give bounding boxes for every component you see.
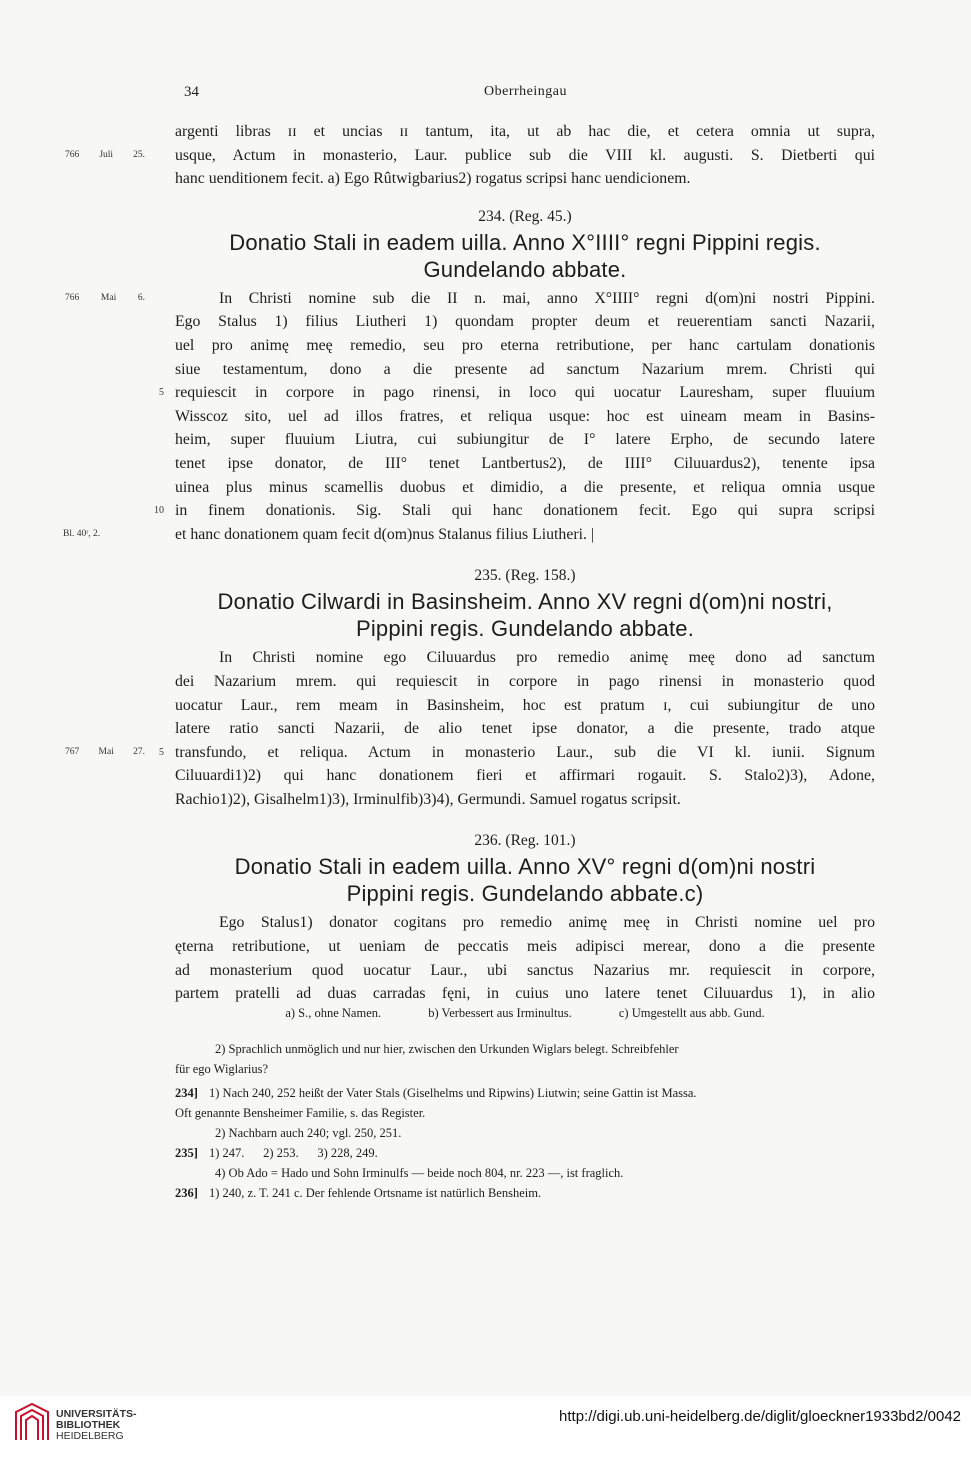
text-line: uel pro animę meę remedio, seu pro eterna retributione, per hanc cartulam donationis — [175, 336, 875, 354]
permalink-url[interactable]: http://digi.ub.uni-heidelberg.de/diglit/gloeckner1933bd2/0042 — [559, 1408, 961, 1425]
line-number: 10 — [154, 505, 164, 517]
document-title: Gundelando abbate. — [423, 256, 627, 282]
line-text: transfundo, et reliqua. Actum in monasterio Laur., sub die VI kl. iunii. Signum — [175, 743, 875, 761]
line-text: usque, Actum in monasterio, Laur. publice sub die VIII kl. augusti. S. Dietberti qui — [175, 146, 875, 164]
document-heading: 235. (Reg. 158.) — [474, 567, 576, 585]
note-c: c) Umgestellt aus abb. Gund. — [618, 1006, 765, 1020]
margin-date: 767 Mai 27. — [65, 746, 145, 757]
margin-date: 766 Mai 6. — [65, 292, 145, 303]
text-line: ad monasterium quod uocatur Laur., ubi sanctus Nazarius mr. requiescit in corpore, — [175, 961, 875, 979]
text-line: latere ratio sancti Nazarii, de alio tenet ipse donator, a die presente, trado atque — [175, 720, 875, 738]
margin-folio: Bl. 40ʳ, 2. — [63, 528, 101, 539]
text-line: uinea plus minus scamellis duobus et dimidio, a die presente, et reliqua omnia usque — [175, 478, 875, 496]
footnote-text: 1) Nach 240, 252 heißt der Vater Stals (Giselhelms und Ripwins) Liutwin; seine Gattin ist Massa. — [209, 1086, 697, 1100]
footnote: 2) Nachbarn auch 240; vgl. 250, 251. — [215, 1126, 402, 1140]
text-line: argenti libras ɪɪ et uncias ɪɪ tantum, ita, ut ab hac die, et cetera omnia ut supra, — [175, 123, 875, 140]
text-critical-notes — [175, 1003, 875, 1025]
line-text: in finem donationis. Sig. Stali qui hanc donationem fecit. Ego qui supra scripsi — [175, 502, 875, 520]
text-line: Ciluuardi1)2) qui hanc donationem fieri et affirmari rogauit. S. Stalo2)3), Adone, — [175, 767, 875, 785]
text-line — [65, 144, 875, 168]
text-line — [65, 287, 875, 311]
document-title: Pippini regis. Gundelando abbate.c) — [346, 881, 704, 907]
footnote: Oft genannte Bensheimer Familie, s. das Register. — [175, 1106, 426, 1120]
document-heading: 236. (Reg. 101.) — [474, 832, 576, 850]
footnote-text: 1) 240, z. T. 241 c. Der fehlende Ortsname ist natürlich Bensheim. — [209, 1186, 542, 1200]
text-line: hanc uenditionem fecit. a) Ego Rûtwigbarius2) rogatus scripsi hanc uendicionem. — [175, 170, 691, 188]
library-footer — [0, 1396, 971, 1462]
document-title: Donatio Stali in eadem uilla. Anno X°IIII° regni Pippini regis. — [229, 229, 821, 255]
document-title: Donatio Stali in eadem uilla. Anno XV° regni d(om)ni nostri — [234, 854, 816, 880]
footnote: 4) Ob Ado = Hado und Sohn Irminulfs — beide noch 804, nr. 223 —, ist fraglich. — [215, 1166, 624, 1180]
text-line — [65, 741, 875, 765]
text-line: dei Nazarium mrem. qui requiescit in corpore in pago rinensi in monasterio quod — [175, 672, 875, 690]
footnote — [175, 1143, 875, 1163]
footnote: für ego Wiglarius? — [175, 1062, 268, 1076]
running-title: Oberrheingau — [484, 84, 567, 99]
text-line: tenet ipse donator, de III° tenet Lantbertus2), de IIII° Ciluuardus2), tenente ipsa — [175, 454, 875, 472]
text-line: partem pratelli ad duas carradas fęni, in cuius uno latere tenet Ciluuardus 1), in alio — [175, 985, 875, 1003]
footnote-label: 235] — [175, 1146, 198, 1160]
document-heading: 234. (Reg. 45.) — [478, 207, 572, 225]
note-b: b) Verbessert aus Irminultus. — [428, 1006, 572, 1020]
line-number: 5 — [159, 387, 164, 399]
footnote-label: 236] — [175, 1186, 198, 1200]
text-line — [154, 499, 875, 523]
footnote-text: 1) 247. 2) 253. 3) 228, 249. — [209, 1146, 378, 1160]
footnote: 2) Sprachlich unmöglich und nur hier, zwischen den Urkunden Wiglars belegt. Schreibfehler — [215, 1042, 679, 1056]
library-name-line: BIBLIOTHEK — [56, 1419, 121, 1431]
text-line: uocatur Laur., rem meam in Basinsheim, hoc est pratum ɪ, cui subiungitur de uno — [175, 696, 875, 714]
line-text: requiescit in corpore in pago rinensi, in loco qui uocatur Lauresham, super fluuium — [175, 384, 875, 402]
line-text: In Christi nomine sub die II n. mai, anno X°IIII° regni d(om)ni nostri Pippini. — [219, 289, 875, 307]
note-a: a) S., ohne Namen. — [285, 1006, 382, 1020]
text-line — [63, 523, 875, 547]
page-number: 34 — [184, 84, 199, 100]
main-text — [63, 120, 875, 1006]
line-number: 5 — [159, 746, 164, 758]
library-name-line: HEIDELBERG — [56, 1430, 124, 1442]
document-title: Donatio Cilwardi in Basinsheim. Anno XV regni d(om)ni nostri, — [217, 589, 833, 615]
text-line: Ego Stalus 1) filius Liutheri 1) quondam propter deum et reuerentiam sancti Nazarii, — [175, 313, 875, 331]
text-line: Wisscoz sito, uel ad illos fratres, et reliqua usque: hoc est uineam meam in Basins- — [175, 407, 875, 425]
university-library-logo-icon — [12, 1402, 52, 1444]
text-line: Rachio1)2), Gisalhelm1)3), Irminulfib)3)4), Germundi. Samuel rogatus scripsit. — [175, 790, 681, 808]
document-title: Pippini regis. Gundelando abbate. — [355, 616, 695, 642]
text-line: In Christi nomine ego Ciluuardus pro remedio animę meę dono ad sanctum — [219, 649, 875, 667]
library-name — [56, 1409, 137, 1442]
text-line: Ego Stalus1) donator cogitans pro remedio animę meę in Christi nomine uel pro — [219, 914, 875, 932]
running-header — [0, 84, 971, 106]
footnotes — [175, 1003, 875, 1203]
library-name-line: UNIVERSITÄTS- — [56, 1408, 137, 1420]
margin-date: 766 Juli 25. — [65, 149, 145, 160]
line-text: et hanc donationem quam fecit d(om)nus Stalanus filius Liutheri. | — [175, 525, 595, 543]
text-line: ęterna retributione, ut ueniam de peccatis meis adipisci merear, dono a die presente — [175, 938, 875, 956]
footnote-label: 234] — [175, 1086, 198, 1100]
text-line — [159, 381, 875, 405]
footnote — [175, 1183, 875, 1203]
text-line: siue testamentum, dono a die presente ad sanctum Nazarium mrem. Christi qui — [175, 360, 875, 378]
text-line: heim, super fluuium Liutra, cui subiungitur de I° latere Erpho, de secundo latere — [175, 431, 875, 449]
footnote — [175, 1083, 875, 1103]
